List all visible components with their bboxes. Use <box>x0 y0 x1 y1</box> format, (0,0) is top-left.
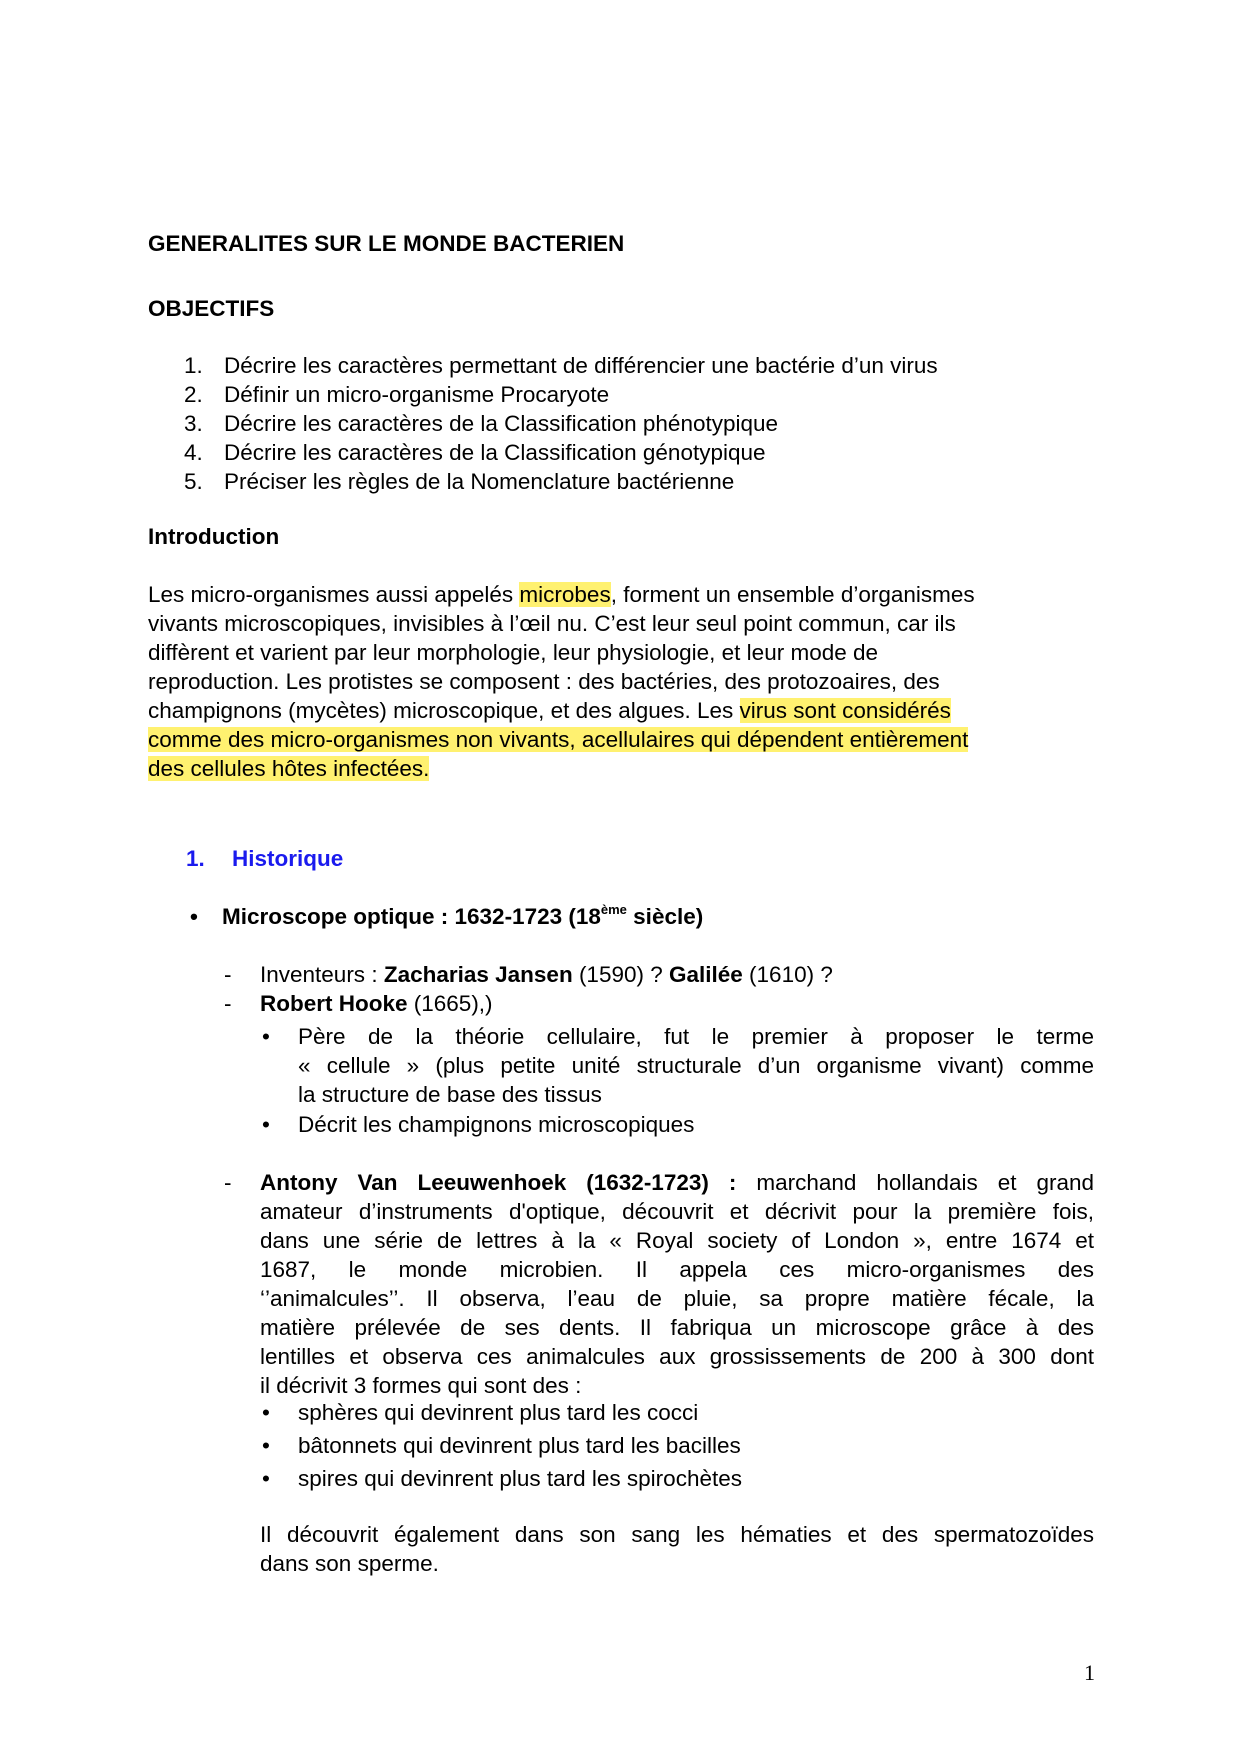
paragraph-line: vivants microscopiques, invisibles à l’œil nu. C’est leur seul point commun, car ils <box>148 611 956 636</box>
paragraph-line: il décrivit 3 formes qui sont des : <box>260 1373 582 1398</box>
form-item: spires qui devinrent plus tard les spirochètes <box>298 1466 742 1491</box>
item-text: Préciser les règles de la Nomenclature bactérienne <box>224 469 735 494</box>
text-run: siècle) <box>626 904 704 929</box>
paragraph-line: dans son sperme. <box>260 1551 439 1576</box>
superscript: ème <box>600 901 627 917</box>
page-number: 1 <box>1084 1660 1095 1685</box>
paragraph-line: dans une série de lettres à la « Royal society of London », entre 1674 et <box>260 1228 1094 1253</box>
paragraph-line: 1687, le monde microbien. Il appela ces micro-organismes des <box>260 1257 1094 1282</box>
objectifs-heading: OBJECTIFS <box>148 296 275 321</box>
paragraph-line <box>260 1168 1094 1197</box>
paragraph-line: ‘’animalcules’’. Il observa, l’eau de pluie, sa propre matière fécale, la <box>260 1286 1094 1311</box>
scientist-name: Robert Hooke <box>260 991 408 1016</box>
introduction-paragraph <box>148 580 1088 783</box>
text-run: champignons (mycètes) microscopique, et des algues. Les <box>148 698 740 723</box>
paragraph-line: Père de la théorie cellulaire, fut le premier à proposer le terme <box>298 1024 1094 1049</box>
dash-marker: - <box>224 1170 232 1195</box>
text-run: (1590) ? <box>572 962 669 987</box>
section-title: Historique <box>232 846 344 871</box>
paragraph-line: amateur d’instruments d'optique, découvrit et décrivit pour la première fois, <box>260 1199 1094 1224</box>
leeuwenhoek-paragraph <box>260 1168 1094 1400</box>
paragraph-line <box>148 725 1088 754</box>
bullet-icon: • <box>190 904 198 929</box>
item-text: Décrire les caractères de la Classification phénotypique <box>224 411 779 436</box>
list-item <box>148 438 1098 467</box>
item-number: 5. <box>184 469 203 494</box>
text-run: , forment un ensemble d’organismes <box>610 582 975 607</box>
text-run: Les micro-organismes aussi appelés <box>148 582 520 607</box>
form-item: sphères qui devinrent plus tard les cocci <box>298 1400 699 1425</box>
item-text: Décrire les caractères permettant de différencier une bactérie d’un virus <box>224 353 938 378</box>
introduction-heading: Introduction <box>148 524 280 549</box>
section-number: 1. <box>186 846 205 871</box>
list-item <box>148 351 1098 380</box>
text-run: Microscope optique : 1632-1723 (18 <box>222 904 601 929</box>
paragraph-line: reproduction. Les protistes se composent : des bactéries, des protozoaires, des <box>148 669 940 694</box>
text-run: (1665),) <box>407 991 493 1016</box>
paragraph-line: Il découvrit également dans son sang les hématies et des spermatozoïdes <box>260 1522 1094 1547</box>
dash-marker: - <box>224 991 232 1016</box>
highlighted-text: microbes <box>519 582 611 607</box>
inventeurs-line <box>260 960 833 989</box>
list-item <box>148 467 1098 496</box>
objectifs-list <box>148 351 1098 496</box>
scientist-name: Antony Van Leeuwenhoek (1632-1723) : <box>260 1170 737 1195</box>
paragraph-line <box>148 754 1088 783</box>
final-paragraph <box>260 1520 1094 1578</box>
paragraph-line <box>148 696 1088 725</box>
paragraph-line: matière prélevée de ses dents. Il fabriqua un microscope grâce à des <box>260 1315 1094 1340</box>
inventor-name: Zacharias Jansen <box>383 962 573 987</box>
item-number: 2. <box>184 382 203 407</box>
document-title: GENERALITES SUR LE MONDE BACTERIEN <box>148 231 625 256</box>
highlighted-text: virus sont considérés <box>739 698 951 723</box>
form-item: bâtonnets qui devinrent plus tard les bacilles <box>298 1433 741 1458</box>
hooke-point-1 <box>298 1022 1094 1109</box>
bullet-text <box>222 902 703 931</box>
paragraph-line <box>148 580 1088 609</box>
text-run: (1610) ? <box>742 962 833 987</box>
text-run: marchand hollandais et grand <box>736 1170 1094 1195</box>
bullet-icon: • <box>262 1400 270 1425</box>
paragraph-line: la structure de base des tissus <box>298 1082 602 1107</box>
inventor-name: Galilée <box>669 962 743 987</box>
hooke-line <box>260 989 493 1018</box>
item-text: Définir un micro-organisme Procaryote <box>224 382 610 407</box>
item-number: 3. <box>184 411 203 436</box>
paragraph-line: diffèrent et varient par leur morphologie, leur physiologie, et leur mode de <box>148 640 879 665</box>
item-number: 4. <box>184 440 203 465</box>
list-item <box>148 380 1098 409</box>
dash-marker: - <box>224 962 232 987</box>
item-number: 1. <box>184 353 203 378</box>
bullet-icon: • <box>262 1466 270 1491</box>
text-run: Inventeurs : <box>260 962 384 987</box>
item-text: Décrire les caractères de la Classification génotypique <box>224 440 766 465</box>
bullet-icon: • <box>262 1433 270 1458</box>
bullet-icon: • <box>262 1112 270 1137</box>
hooke-point-2: Décrit les champignons microscopiques <box>298 1112 695 1137</box>
paragraph-line: « cellule » (plus petite unité structurale d’un organisme vivant) comme <box>298 1053 1094 1078</box>
highlighted-text: des cellules hôtes infectées. <box>148 756 430 781</box>
highlighted-text: comme des micro-organismes non vivants, acellulaires qui dépendent entièrement <box>148 727 969 752</box>
list-item <box>148 409 1098 438</box>
paragraph-line: lentilles et observa ces animalcules aux grossissements de 200 à 300 dont <box>260 1344 1094 1369</box>
bullet-icon: • <box>262 1024 270 1049</box>
